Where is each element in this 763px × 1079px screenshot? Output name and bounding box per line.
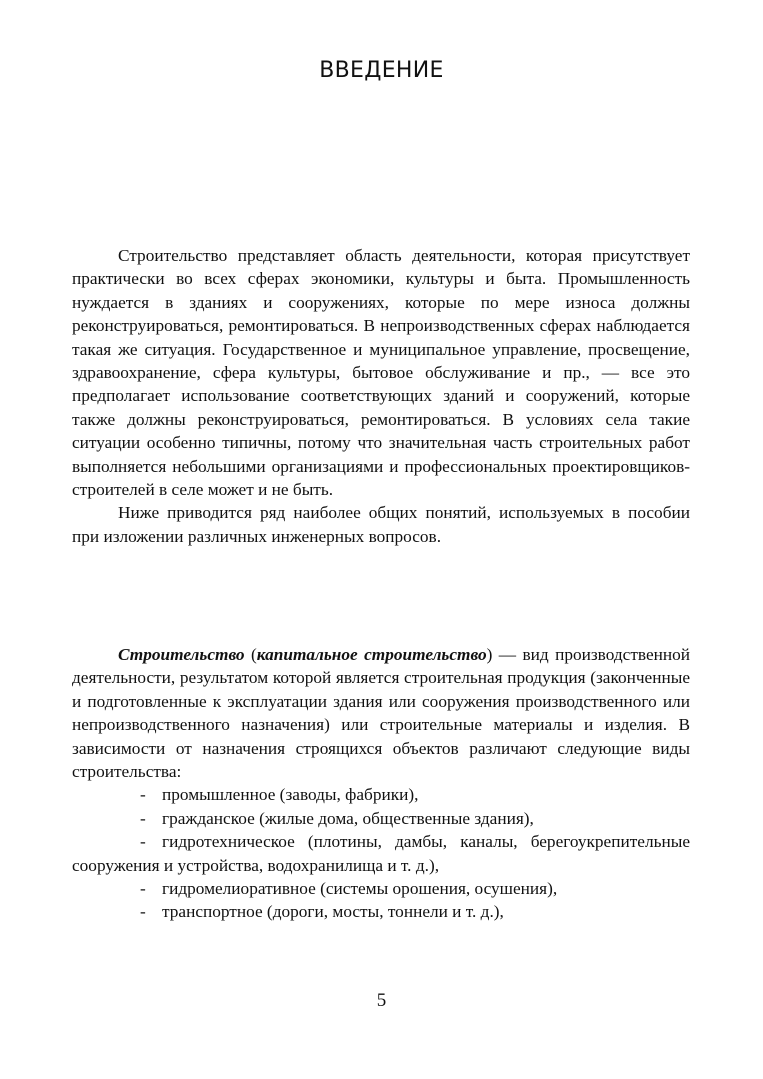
list-bullet: - xyxy=(140,832,146,852)
intro-section xyxy=(72,244,690,548)
list-item-text: гражданское (жилые дома, общественные здания), xyxy=(162,808,534,828)
list-bullet: - xyxy=(140,902,146,922)
definition-section xyxy=(72,643,690,924)
definition-close-paren: ) xyxy=(486,645,493,664)
list-item-text: промышленное (заводы, фабрики), xyxy=(162,785,419,805)
intro-paragraph: Ниже приводится ряд наиболее общих понятий, используемых в пособии при изложении различных инженерных вопросов. xyxy=(72,503,690,546)
list-item xyxy=(72,877,690,900)
list-item-text: гидротехническое (плотины, дамбы, каналы, берегоукрепительные сооружения и устройства, водохранилища и т. д.), xyxy=(72,832,690,875)
intro-paragraph: Строительство представляет область деятельности, которая присутствует практически во всех сферах экономики, культуры и быта. Промышленность нуждается в зданиях и сооружениях, которые по мере износа должны реконструироваться, ремонтироваться. В непроизводственных сферах наблюдается такая же ситуация. Государственное и муниципальное управление, просвещение, здравоохранение, сфера культуры, бытовое обслуживание и пр., — все это предполагает использование соответствующих зданий и сооружений, которые также должны реконструироваться, ремонтироваться. В условиях села такие ситуации особенно типичны, потому что значительная часть строительных работ выполняется небольшими организациями и профессиональных проектировщиков-строителей в селе может и не быть. xyxy=(72,246,690,500)
list-item-text: транспортное (дороги, мосты, тоннели и т. д.), xyxy=(162,902,504,922)
list-item xyxy=(72,830,690,877)
definition-term: Строительство xyxy=(118,645,245,664)
definition-text: — вид производственной деятельности, результатом которой является строительная продукция (законченные и подготовленные к эксплуатации здания или сооружения производственного или непроизводственного назначения) или строительные материалы и изделия. В зависимости от назначения строящихся объектов различают следующие виды строительства: xyxy=(72,645,690,782)
list-item xyxy=(72,807,690,830)
page-number: 5 xyxy=(376,990,387,1011)
list-bullet: - xyxy=(140,808,146,828)
list-bullet: - xyxy=(140,785,146,805)
page-title: ВВЕДЕНИЕ xyxy=(319,58,444,83)
list-item-text: гидромелиоративное (системы орошения, осушения), xyxy=(162,879,558,899)
definition-open-paren: ( xyxy=(244,645,257,664)
construction-types-list xyxy=(72,783,690,923)
list-bullet: - xyxy=(140,879,146,899)
list-item xyxy=(72,783,690,806)
list-item xyxy=(72,900,690,923)
definition-paragraph xyxy=(72,643,690,783)
definition-term-alt: капитальное строительство xyxy=(256,645,487,664)
